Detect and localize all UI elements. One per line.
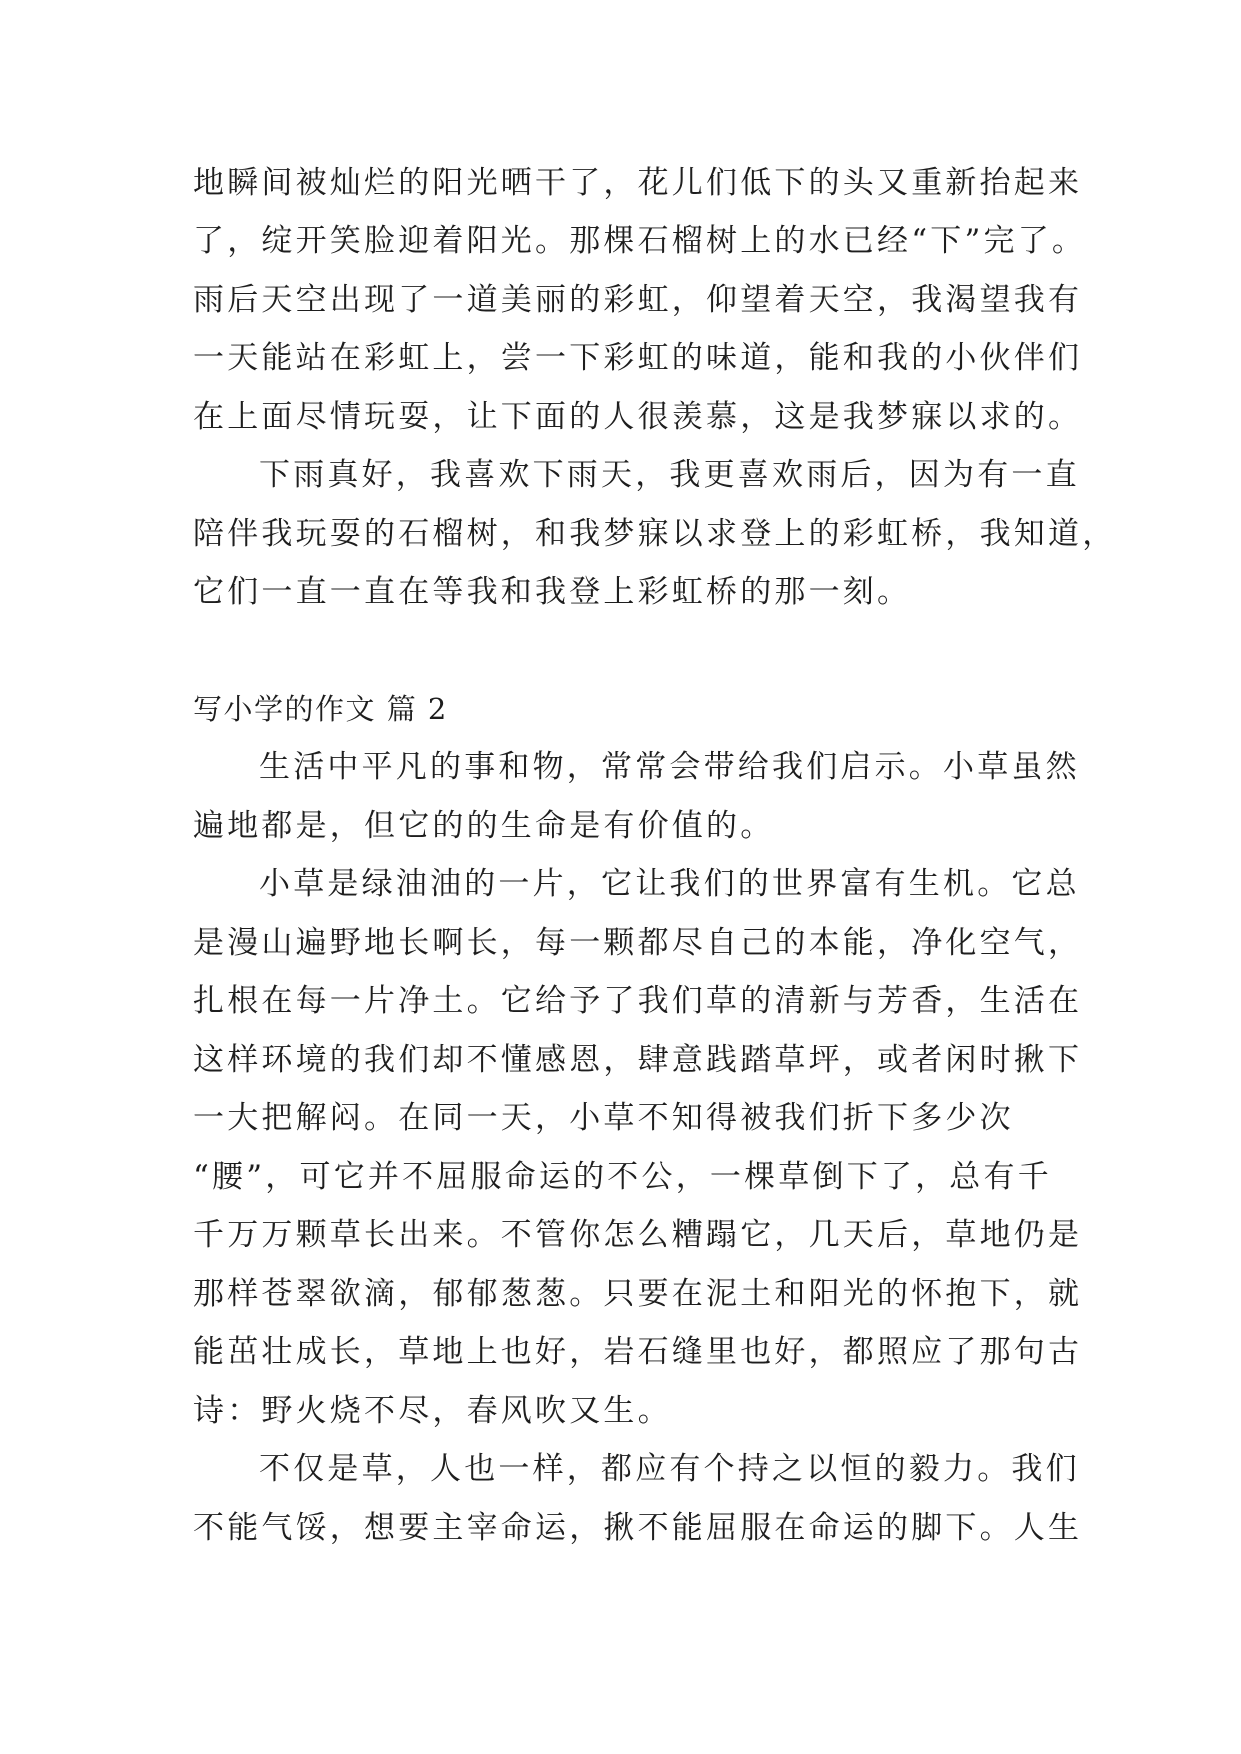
text-line: 是漫山遍野地长啊长，每一颗都尽自己的本能，净化空气， <box>193 925 1083 961</box>
text-line: 能茁壮成长，草地上也好，岩石缝里也好，都照应了那句古 <box>193 1334 1083 1370</box>
text-line: 诗：野火烧不尽，春风吹又生。 <box>193 1393 672 1429</box>
text-line: 它们一直一直在等我和我登上彩虹桥的那一刻。 <box>193 574 912 610</box>
text-line: “腰”，可它并不屈服命运的不公，一棵草倒下了，总有千 <box>193 1159 1052 1195</box>
text-line: 地瞬间被灿烂的阳光晒干了，花儿们低下的头又重新抬起来 <box>193 165 1083 201</box>
text-line: 了，绽开笑脸迎着阳光。那棵石榴树上的水已经“下”完了。 <box>193 223 1087 259</box>
text-line: 这样环境的我们却不懂感恩，肆意践踏草坪，或者闲时揪下 <box>193 1042 1083 1078</box>
text-line: 在上面尽情玩耍，让下面的人很羡慕，这是我梦寐以求的。 <box>193 399 1083 435</box>
paragraph-first-line: 生活中平凡的事和物，常常会带给我们启示。小草虽然 <box>259 749 1080 785</box>
paragraph-first-line: 下雨真好，我喜欢下雨天，我更喜欢雨后，因为有一直 <box>259 457 1080 493</box>
text-line: 遍地都是，但它的的生命是有价值的。 <box>193 808 775 844</box>
text-line: 扎根在每一片净土。它给予了我们草的清新与芳香，生活在 <box>193 983 1083 1019</box>
text-line: 千万万颗草长出来。不管你怎么糟蹋它，几天后，草地仍是 <box>193 1217 1083 1253</box>
paragraph-first-line: 小草是绿油油的一片，它让我们的世界富有生机。它总 <box>259 866 1080 902</box>
text-line: 不能气馁，想要主宰命运，揪不能屈服在命运的脚下。人生 <box>193 1510 1083 1546</box>
paragraph-first-line: 不仅是草，人也一样，都应有个持之以恒的毅力。我们 <box>259 1451 1080 1487</box>
text-line: 雨后天空出现了一道美丽的彩虹，仰望着天空，我渴望我有 <box>193 282 1083 318</box>
text-line: 那样苍翠欲滴，郁郁葱葱。只要在泥土和阳光的怀抱下，就 <box>193 1276 1083 1312</box>
text-line: 一大把解闷。在同一天，小草不知得被我们折下多少次 <box>193 1100 1014 1136</box>
text-line: 一天能站在彩虹上，尝一下彩虹的味道，能和我的小伙伴们 <box>193 340 1083 376</box>
section-heading: 写小学的作文 篇 2 <box>193 692 448 726</box>
text-line: 陪伴我玩耍的石榴树，和我梦寐以求登上的彩虹桥，我知道， <box>193 516 1117 552</box>
